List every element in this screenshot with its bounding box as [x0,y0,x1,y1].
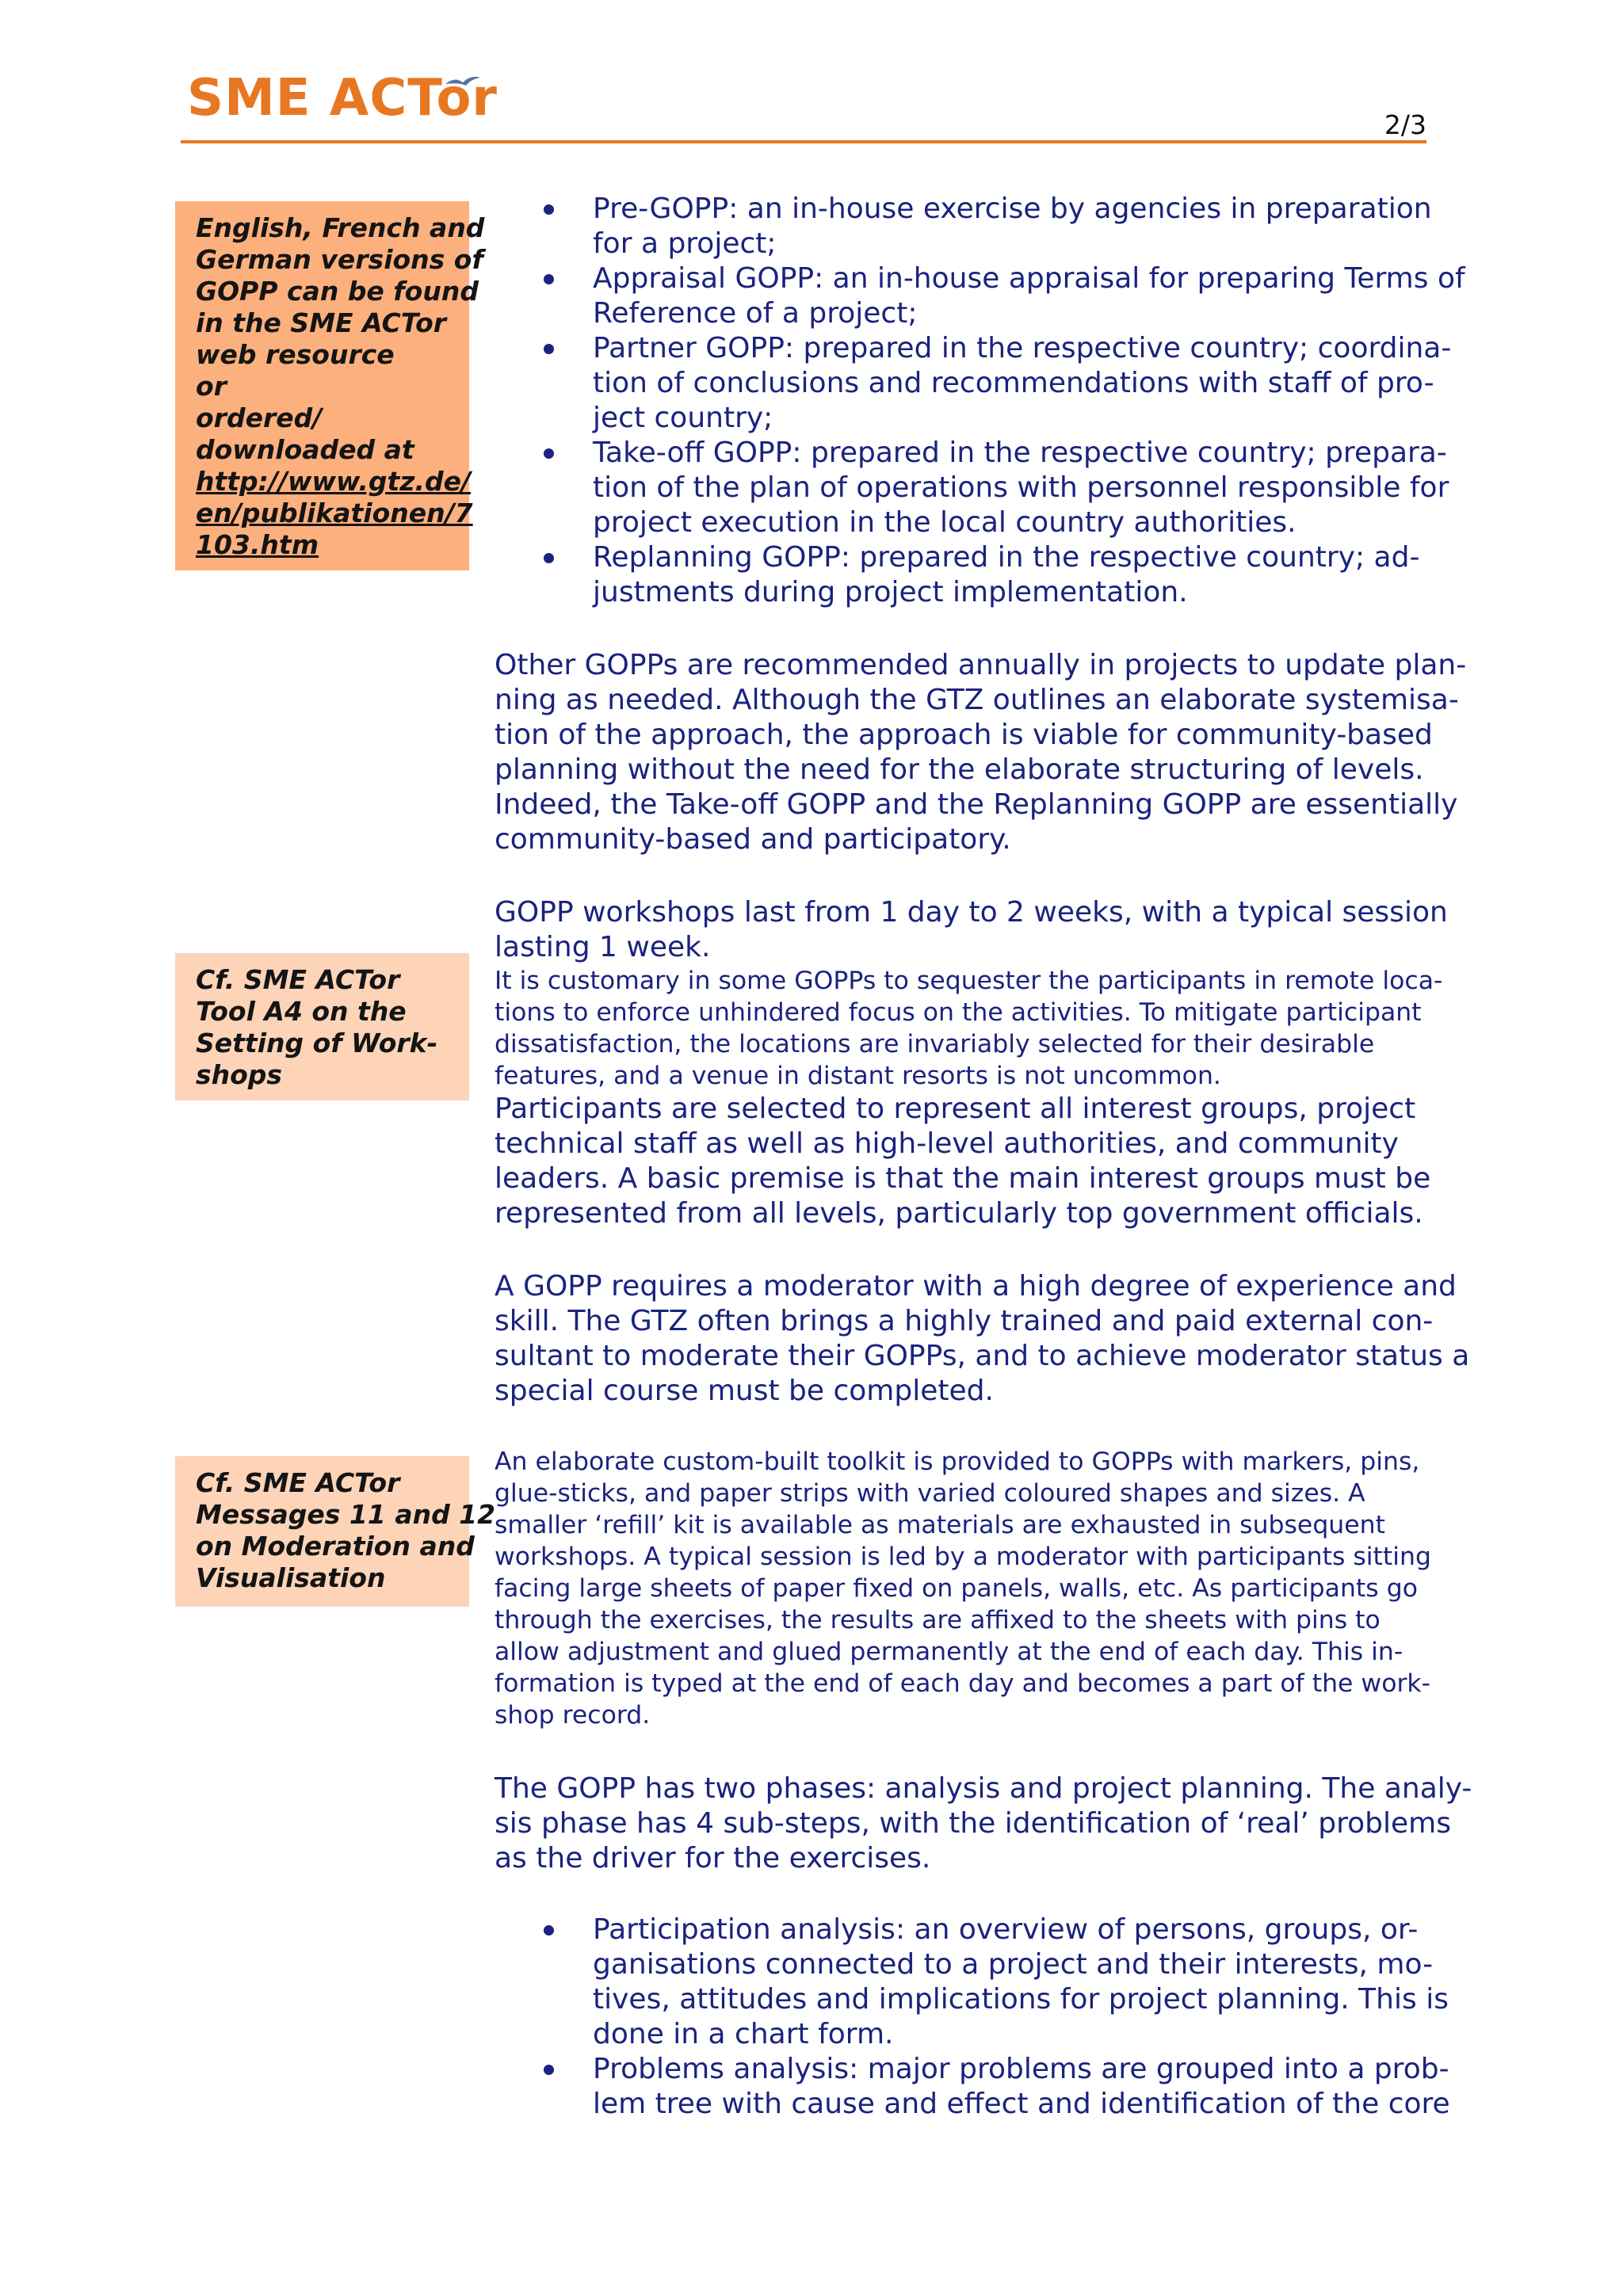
bullet-icon [544,553,554,563]
paragraph-toolkit [495,1446,1430,1731]
text-line: sultant to moderate their GOPPs, and to achieve moderator status a [495,1340,1470,1372]
text-line: tions to enforce unhindered focus on the activities. To mitigate participant [495,998,1422,1027]
list-item [495,1913,1449,2052]
list-item-line: Partner GOPP: prepared in the respective country; coordina- [593,332,1452,364]
text-line: tion of the approach, the approach is viable for community-based [495,719,1433,751]
list-item-line: tion of conclusions and recommendations with staff of pro- [593,367,1434,399]
text-line: The GOPP has two phases: analysis and project planning. The analy- [495,1772,1472,1805]
list-item-line: Reference of a project; [593,297,918,330]
list-item [495,436,1449,540]
sidenote-line: Cf. SME ACTor [196,1467,400,1498]
list-item [495,331,1452,436]
text-line: Indeed, the Take-off GOPP and the Replanning GOPP are essentially [495,788,1458,821]
gtz-publication-link[interactable]: en/publikationen/7 [196,498,473,528]
list-item-line: lem tree with cause and effect and identification of the core [593,2088,1450,2120]
list-item-line: Participation analysis: an overview of persons, groups, or- [593,1913,1419,1946]
text-line: It is customary in some GOPPs to sequester the participants in remote loca- [495,967,1443,995]
paragraph-remote-locations [495,965,1443,1092]
text-line: lasting 1 week. [495,931,711,963]
text-line: Participants are selected to represent all interest groups, project [495,1093,1416,1125]
text-line: community-based and participatory. [495,823,1011,856]
sidenote-line: Setting of Work- [196,1028,438,1058]
gtz-publication-link[interactable]: http://www.gtz.de/ [196,466,472,497]
text-line: skill. The GTZ often brings a highly trained and paid external con- [495,1305,1434,1337]
list-item-line: done in a chart form. [593,2018,894,2050]
text-line: facing large sheets of paper fixed on panels, walls, etc. As participants go [495,1574,1418,1603]
text-line: special course must be completed. [495,1375,994,1407]
text-line: shop record. [495,1701,651,1730]
list-item-line: justments during project implementation. [593,576,1188,608]
text-line: An elaborate custom-built toolkit is provided to GOPPs with markers, pins, [495,1447,1420,1476]
paragraph-other-gopps [495,648,1467,857]
sidenote-gopp-versions [175,201,485,570]
list-item-line: for a project; [593,227,777,260]
list-item-line: Pre-GOPP: an in-house exercise by agencies in preparation [593,193,1432,225]
list-item-line: Take-off GOPP: prepared in the respective country; prepara- [593,437,1447,469]
bullet-icon [544,448,554,459]
text-line: workshops. A typical session is led by a moderator with participants sitting [495,1543,1431,1571]
list-item [495,192,1430,261]
text-line: ning as needed. Although the GTZ outlines an elaborate systemisa- [495,684,1459,716]
bird-logo-icon [444,73,482,93]
sidenote-line: or [196,371,227,402]
bullet-icon [544,1925,554,1936]
list-item-line: Problems analysis: major problems are grouped into a prob- [593,2053,1449,2085]
sme-actor-logo: SME ACTor [187,69,498,128]
sidenote-line: on Moderation and [196,1531,475,1562]
list-item-line: Replanning GOPP: prepared in the respective country; ad- [593,541,1420,574]
bullet-icon [544,204,554,215]
list-item-line: ject country; [593,402,773,434]
list-item-line: Appraisal GOPP: an in-house appraisal for preparing Terms of [593,262,1465,295]
bullet-icon [544,344,554,354]
text-line: features, and a venue in distant resorts is not uncommon. [495,1062,1221,1090]
gtz-publication-link[interactable]: 103.htm [196,529,319,560]
text-line: glue-sticks, and paper strips with varied coloured shapes and sizes. A [495,1479,1365,1508]
list-item-line: tives, attitudes and implications for project planning. This is [593,1983,1449,2016]
list-item [495,540,1430,610]
page-number: 2/3 [1384,109,1426,140]
list-item-line: tion of the plan of operations with personnel responsible for [593,471,1449,504]
sidenote-line: Cf. SME ACTor [196,964,400,995]
paragraph-two-phases [495,1772,1472,1876]
text-line: as the driver for the exercises. [495,1842,931,1875]
sidenote-line: English, French and [196,212,485,243]
sidenote-line: Visualisation [196,1562,386,1593]
sidenote-line: in the SME ACTor [196,307,447,338]
paragraph-workshop-duration [495,895,1448,965]
paragraph-moderator [495,1269,1470,1409]
sidenote-tool-a4 [175,953,469,1100]
bullet-icon [544,274,554,284]
text-line: through the exercises, the results are affixed to the sheets with pins to [495,1606,1381,1634]
sidenote-line: shops [196,1059,283,1090]
text-line: GOPP workshops last from 1 day to 2 weeks, with a typical session [495,896,1448,929]
bullet-icon [544,2065,554,2075]
list-item [495,261,1465,331]
text-line: sis phase has 4 sub-steps, with the identification of ‘real’ problems [495,1807,1452,1840]
sidenote-line: GOPP can be found [196,276,479,307]
sidenote-line: Tool A4 on the [196,996,407,1027]
text-line: dissatisfaction, the locations are invariably selected for their desirable [495,1030,1375,1058]
sidenote-messages-11-12 [175,1456,496,1607]
sidenote-line: downloaded at [196,434,414,465]
text-line: technical staff as well as high-level authorities, and community [495,1127,1399,1160]
sidenote-line: web resource [196,339,395,370]
list-item-line: ganisations connected to a project and their interests, mo- [593,1948,1434,1981]
text-line: Other GOPPs are recommended annually in projects to update plan- [495,649,1467,681]
sidenote-line: German versions of [196,244,483,275]
text-line: planning without the need for the elaborate structuring of levels. [495,753,1424,786]
header-divider [181,140,1426,143]
analysis-steps-list [495,1913,1450,2122]
list-item [495,2052,1450,2122]
text-line: formation is typed at the end of each day and becomes a part of the work- [495,1669,1431,1698]
text-line: leaders. A basic premise is that the main interest groups must be [495,1162,1431,1195]
text-line: allow adjustment and glued permanently at the end of each day. This in- [495,1638,1403,1666]
text-line: smaller ‘refill’ kit is available as materials are exhausted in subsequent [495,1511,1385,1539]
sidenote-line: Messages 11 and 12 [196,1499,496,1530]
sidenote-line: ordered/ [196,402,323,433]
text-line: A GOPP requires a moderator with a high degree of experience and [495,1270,1457,1302]
text-line: represented from all levels, particularly top government officials. [495,1197,1423,1230]
list-item-line: project execution in the local country authorities. [593,506,1296,539]
gopp-types-list [495,192,1465,610]
paragraph-participants [495,1092,1430,1231]
